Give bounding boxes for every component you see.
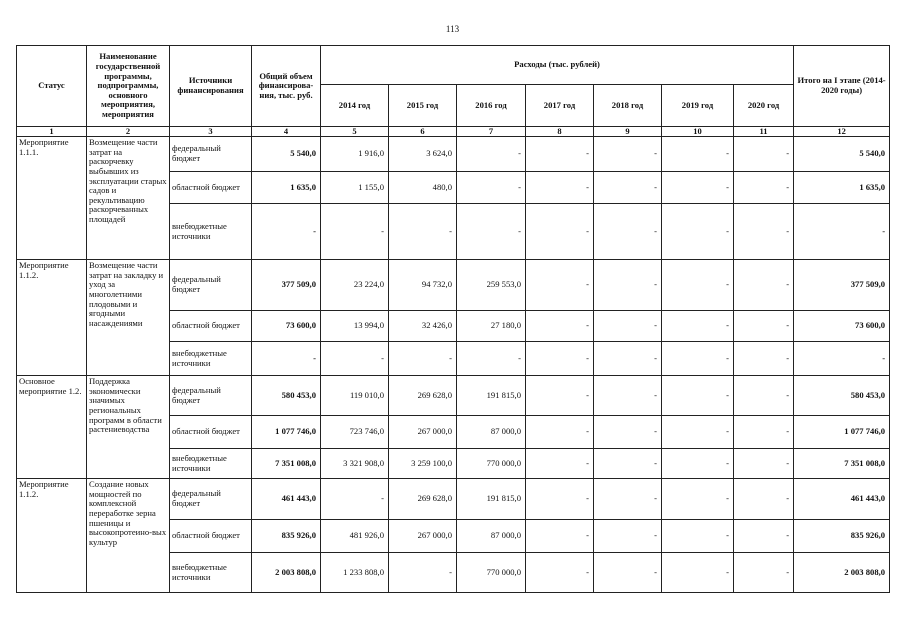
row-year-value: 94 732,0 <box>389 260 457 311</box>
row-year-value: - <box>457 204 526 260</box>
row-total: 377 509,0 <box>252 260 321 311</box>
row-source: внебюджетные источники <box>170 342 252 376</box>
row-result: 1 635,0 <box>794 172 890 204</box>
row-year-value: - <box>734 479 794 520</box>
row-year-value: - <box>389 553 457 593</box>
header-result: Итого на I этапе (2014-2020 годы) <box>794 46 890 127</box>
row-year-value: - <box>662 172 734 204</box>
row-year-value: 27 180,0 <box>457 311 526 342</box>
column-number: 4 <box>252 127 321 137</box>
column-number: 9 <box>594 127 662 137</box>
row-source: федеральный бюджет <box>170 260 252 311</box>
row-year-value: - <box>594 416 662 449</box>
row-year-value: - <box>594 449 662 479</box>
column-number: 6 <box>389 127 457 137</box>
row-year-value: 267 000,0 <box>389 416 457 449</box>
header-year: 2014 год <box>321 85 389 127</box>
header-year: 2015 год <box>389 85 457 127</box>
budget-table <box>16 45 890 593</box>
row-year-value: 119 010,0 <box>321 376 389 416</box>
row-year-value: - <box>734 137 794 172</box>
row-year-value: - <box>594 479 662 520</box>
row-status: Мероприятие 1.1.2. <box>17 260 87 376</box>
row-year-value: - <box>662 449 734 479</box>
row-year-value: 480,0 <box>389 172 457 204</box>
row-year-value: - <box>526 416 594 449</box>
row-year-value: 23 224,0 <box>321 260 389 311</box>
row-source: внебюджетные источники <box>170 449 252 479</box>
row-year-value: 1 155,0 <box>321 172 389 204</box>
header-total: Общий объем финансирова-ния, тыс. руб. <box>252 46 321 127</box>
column-number: 12 <box>794 127 890 137</box>
row-year-value: - <box>594 204 662 260</box>
table-row <box>17 137 890 172</box>
row-year-value: - <box>389 342 457 376</box>
row-year-value: - <box>662 416 734 449</box>
row-year-value: - <box>526 449 594 479</box>
header-status: Статус <box>17 46 87 127</box>
row-source: внебюджетные источники <box>170 553 252 593</box>
row-year-value: - <box>526 479 594 520</box>
row-year-value: 770 000,0 <box>457 553 526 593</box>
row-year-value: - <box>734 172 794 204</box>
row-year-value: - <box>526 311 594 342</box>
row-year-value: - <box>321 342 389 376</box>
row-year-value: - <box>734 204 794 260</box>
row-total: 5 540,0 <box>252 137 321 172</box>
header-name: Наименование государственной программы, подпрограммы, основного мероприятия, мероприятия <box>87 46 170 127</box>
row-year-value: 269 628,0 <box>389 376 457 416</box>
row-year-value: 3 259 100,0 <box>389 449 457 479</box>
row-total: 73 600,0 <box>252 311 321 342</box>
row-total: 580 453,0 <box>252 376 321 416</box>
row-year-value: - <box>662 137 734 172</box>
row-name: Создание новых мощностей по комплексной переработке зерна пшеницы и высокопротеино-вых культур <box>87 479 170 593</box>
column-number: 10 <box>662 127 734 137</box>
row-year-value: 1 916,0 <box>321 137 389 172</box>
row-year-value: - <box>734 520 794 553</box>
row-result: 580 453,0 <box>794 376 890 416</box>
row-year-value: 723 746,0 <box>321 416 389 449</box>
row-year-value: - <box>526 342 594 376</box>
row-source: федеральный бюджет <box>170 137 252 172</box>
row-year-value: - <box>321 479 389 520</box>
row-year-value: - <box>526 520 594 553</box>
row-year-value: 87 000,0 <box>457 416 526 449</box>
row-status: Мероприятие 1.1.2. <box>17 479 87 593</box>
column-number: 2 <box>87 127 170 137</box>
row-result: 5 540,0 <box>794 137 890 172</box>
row-year-value: - <box>594 137 662 172</box>
row-result: 2 003 808,0 <box>794 553 890 593</box>
row-year-value: - <box>662 520 734 553</box>
row-year-value: - <box>457 342 526 376</box>
table-row <box>17 260 890 311</box>
row-year-value: - <box>594 520 662 553</box>
row-year-value: - <box>662 376 734 416</box>
row-year-value: - <box>389 204 457 260</box>
row-result: 73 600,0 <box>794 311 890 342</box>
row-total: 461 443,0 <box>252 479 321 520</box>
row-name: Возмещение части затрат на раскорчевку выбывших из эксплуатации старых садов и рекультивацию раскорчеванных площадей <box>87 137 170 260</box>
column-number: 11 <box>734 127 794 137</box>
row-year-value: - <box>734 416 794 449</box>
row-year-value: - <box>594 172 662 204</box>
page-number: 113 <box>445 24 460 34</box>
row-year-value: - <box>662 311 734 342</box>
row-year-value: - <box>594 342 662 376</box>
row-total: 1 077 746,0 <box>252 416 321 449</box>
table-body <box>17 137 890 593</box>
header-sources: Источники финансирования <box>170 46 252 127</box>
row-total: 1 635,0 <box>252 172 321 204</box>
row-year-value: - <box>594 260 662 311</box>
row-year-value: - <box>526 553 594 593</box>
row-year-value: 770 000,0 <box>457 449 526 479</box>
row-result: 377 509,0 <box>794 260 890 311</box>
row-result: 7 351 008,0 <box>794 449 890 479</box>
row-source: областной бюджет <box>170 520 252 553</box>
column-number: 3 <box>170 127 252 137</box>
column-number: 5 <box>321 127 389 137</box>
row-total: - <box>252 204 321 260</box>
row-source: внебюджетные источники <box>170 204 252 260</box>
row-year-value: - <box>734 342 794 376</box>
row-year-value: 1 233 808,0 <box>321 553 389 593</box>
row-year-value: - <box>734 260 794 311</box>
row-year-value: - <box>594 311 662 342</box>
row-year-value: 13 994,0 <box>321 311 389 342</box>
row-year-value: - <box>662 342 734 376</box>
header-year: 2020 год <box>734 85 794 127</box>
row-year-value: - <box>662 204 734 260</box>
row-source: федеральный бюджет <box>170 376 252 416</box>
row-year-value: 87 000,0 <box>457 520 526 553</box>
row-year-value: - <box>594 376 662 416</box>
row-year-value: - <box>662 260 734 311</box>
row-year-value: 269 628,0 <box>389 479 457 520</box>
row-source: областной бюджет <box>170 311 252 342</box>
row-total: - <box>252 342 321 376</box>
row-source: федеральный бюджет <box>170 479 252 520</box>
column-number: 1 <box>17 127 87 137</box>
row-year-value: - <box>662 479 734 520</box>
table-header <box>17 46 890 137</box>
row-year-value: 191 815,0 <box>457 376 526 416</box>
row-status: Основное мероприятие 1.2. <box>17 376 87 479</box>
row-year-value: - <box>526 204 594 260</box>
column-number: 8 <box>526 127 594 137</box>
row-year-value: - <box>734 376 794 416</box>
header-year: 2017 год <box>526 85 594 127</box>
row-year-value: - <box>321 204 389 260</box>
row-name: Поддержка экономически значимых региональных программ в области растениеводства <box>87 376 170 479</box>
row-year-value: 191 815,0 <box>457 479 526 520</box>
row-total: 835 926,0 <box>252 520 321 553</box>
row-year-value: 267 000,0 <box>389 520 457 553</box>
row-year-value: - <box>662 553 734 593</box>
header-expenses: Расходы (тыс. рублей) <box>321 46 794 85</box>
row-year-value: 481 926,0 <box>321 520 389 553</box>
header-year: 2019 год <box>662 85 734 127</box>
row-year-value: - <box>526 172 594 204</box>
row-source: областной бюджет <box>170 416 252 449</box>
row-result: - <box>794 342 890 376</box>
row-year-value: - <box>734 449 794 479</box>
row-year-value: 3 624,0 <box>389 137 457 172</box>
row-name: Возмещение части затрат на закладку и уход за многолетними плодовыми и ягодными насаждениями <box>87 260 170 376</box>
row-year-value: 3 321 908,0 <box>321 449 389 479</box>
row-result: - <box>794 204 890 260</box>
row-year-value: - <box>526 137 594 172</box>
row-result: 835 926,0 <box>794 520 890 553</box>
table-row <box>17 376 890 416</box>
row-result: 1 077 746,0 <box>794 416 890 449</box>
row-year-value: - <box>734 311 794 342</box>
row-status: Мероприятие 1.1.1. <box>17 137 87 260</box>
row-year-value: - <box>594 553 662 593</box>
row-year-value: - <box>734 553 794 593</box>
column-numbers-row <box>17 127 890 137</box>
table-row <box>17 479 890 520</box>
header-year: 2018 год <box>594 85 662 127</box>
row-year-value: 32 426,0 <box>389 311 457 342</box>
row-total: 2 003 808,0 <box>252 553 321 593</box>
row-year-value: 259 553,0 <box>457 260 526 311</box>
row-source: областной бюджет <box>170 172 252 204</box>
row-year-value: - <box>526 376 594 416</box>
row-total: 7 351 008,0 <box>252 449 321 479</box>
row-year-value: - <box>457 172 526 204</box>
row-result: 461 443,0 <box>794 479 890 520</box>
row-year-value: - <box>526 260 594 311</box>
row-year-value: - <box>457 137 526 172</box>
header-year: 2016 год <box>457 85 526 127</box>
column-number: 7 <box>457 127 526 137</box>
